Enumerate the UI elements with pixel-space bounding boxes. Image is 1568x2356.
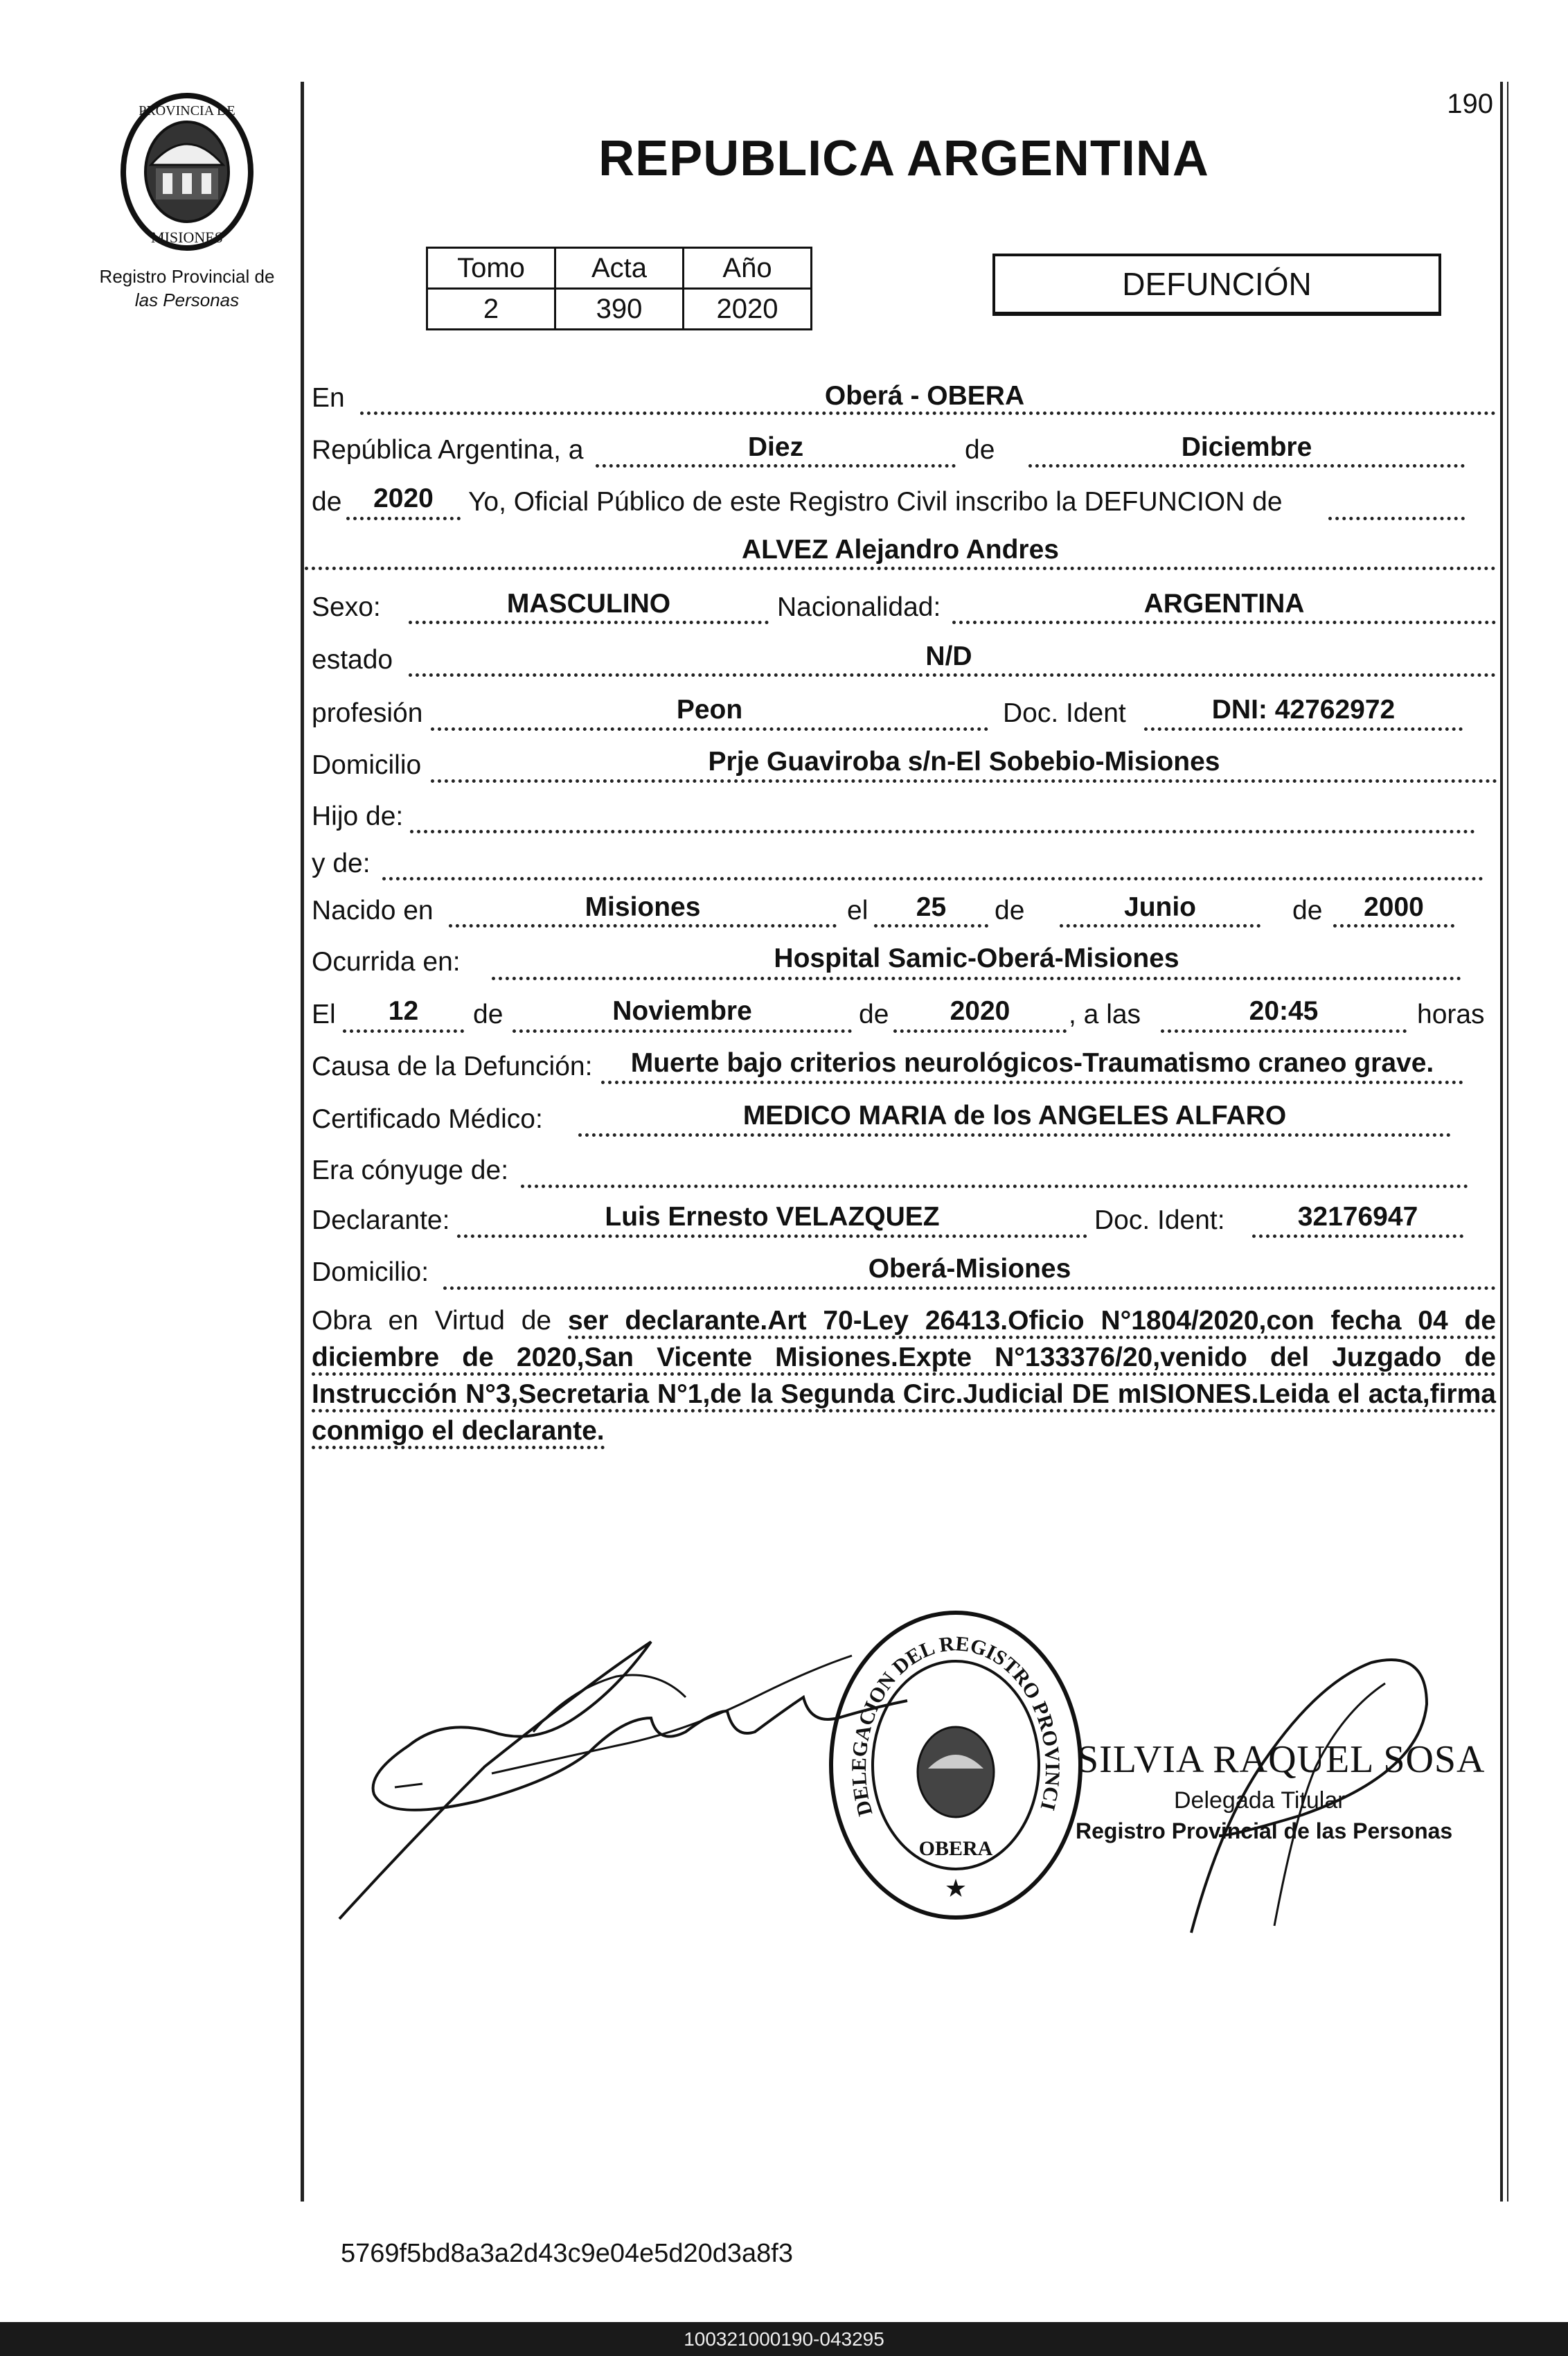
value-domicilio: Prje Guaviroba s/n-El Sobebio-Misiones: [708, 747, 1220, 777]
line-ocurrida-en: [492, 977, 1461, 980]
line-def-mes: [513, 1029, 852, 1033]
label-El: El: [312, 1000, 336, 1029]
delegate-role: Delegada Titular: [1174, 1787, 1346, 1814]
line-def-anio: [893, 1029, 1067, 1033]
label-causa: Causa de la Defunción:: [312, 1052, 593, 1081]
label-doc-ident: Doc. Ident: [1003, 698, 1126, 728]
value-dia: Diez: [747, 432, 804, 462]
line-nac-dia: [874, 924, 988, 928]
left-margin-line: [301, 82, 304, 2202]
line-nacionalidad: [952, 621, 1496, 624]
value-ocurrida-en: Hospital Samic-Oberá-Misiones: [774, 944, 1179, 973]
value-certificado: MEDICO MARIA de los ANGELES ALFARO: [742, 1101, 1287, 1131]
line-domicilio: [431, 779, 1497, 783]
line-sexo: [409, 621, 769, 624]
value-causa: Muerte bajo criterios neurológicos-Traumatismo craneo grave.: [630, 1048, 1434, 1078]
line-dia: [596, 464, 956, 468]
value-hora: 20:45: [1249, 996, 1319, 1026]
tomo-header: Tomo: [427, 248, 555, 289]
line-estado: [409, 673, 1496, 677]
line-causa: [601, 1081, 1463, 1084]
line-hijo-de: [410, 830, 1475, 833]
label-de-anio: de: [312, 487, 342, 517]
label-nacido-en: Nacido en: [312, 896, 434, 925]
value-declarante-doc: 32176947: [1297, 1202, 1418, 1232]
obra-prefix: Obra en Virtud de: [312, 1306, 552, 1336]
svg-text:DELEGACION DEL REGISTRO PROVIN: DELEGACION DEL REGISTRO PROVINCI: [847, 1632, 1064, 1818]
label-de-nac-mes: de: [995, 896, 1025, 925]
delegate-org: Registro Provincial de las Personas: [1076, 1818, 1453, 1843]
footer-id-bar: [0, 2322, 1568, 2356]
label-yo: Yo, Oficial Público de este Registro Civil inscribo la DEFUNCION de: [468, 487, 1283, 517]
tomo-value: 2: [427, 289, 555, 330]
page-number: 190: [1447, 89, 1493, 119]
label-de-def-mes: de: [473, 1000, 504, 1029]
line-anio: [346, 517, 461, 520]
value-nacionalidad: ARGENTINA: [1143, 589, 1305, 619]
label-hijo-de: Hijo de:: [312, 801, 404, 831]
delegate-name: SILVIA RAQUEL SOSA: [1077, 1738, 1486, 1781]
line-mes: [1028, 464, 1465, 468]
value-anio: 2020: [373, 484, 434, 513]
province-seal-logo: [118, 89, 256, 255]
label-a-las: , a las: [1069, 1000, 1141, 1029]
label-de-def-anio: de: [859, 1000, 889, 1029]
label-el: el: [847, 896, 868, 925]
line-conyuge: [521, 1185, 1468, 1188]
line-nacido-en: [449, 924, 837, 928]
obra-paragraph: [312, 1302, 1496, 1449]
logo-caption-line2: las Personas: [134, 290, 240, 310]
line-nac-mes: [1060, 924, 1260, 928]
value-declarante-domicilio: Oberá-Misiones: [868, 1254, 1071, 1284]
line-def-dia: [343, 1029, 464, 1033]
record-table: [426, 247, 812, 330]
label-doc-ident2: Doc. Ident:: [1094, 1205, 1225, 1235]
obra-text: ser declarante.Art 70-Ley 26413.Oficio N°1804/2020,con fecha 04 de diciembre de 2020,San Vicente Misiones.Expte N°133376/20,venido del Juzgado de Instrucción N°3,Secretaria N°1,de la Segunda Circ.Judicial DE mISIONES.Leida el acta,firma conmigo el declarante.: [312, 1306, 1496, 1449]
line-nac-anio: [1333, 924, 1454, 928]
label-de-mes: de: [965, 435, 995, 465]
value-estado: N/D: [925, 641, 972, 671]
svg-text:MISIONES: MISIONES: [151, 229, 223, 246]
value-declarante: Luis Ernesto VELAZQUEZ: [605, 1202, 940, 1232]
label-profesion: profesión: [312, 698, 423, 728]
value-def-dia: 12: [388, 996, 419, 1026]
svg-text:OBERA: OBERA: [918, 1837, 993, 1860]
logo-caption-line1: Registro Provincial de: [99, 266, 275, 287]
value-nac-dia: 25: [916, 892, 947, 922]
label-ocurrida-en: Ocurrida en:: [312, 947, 461, 977]
value-nac-mes: Junio: [1124, 892, 1196, 922]
line-dni: [1144, 727, 1463, 731]
label-nacionalidad: Nacionalidad:: [777, 592, 941, 622]
svg-text:PROVINCIA DE: PROVINCIA DE: [139, 103, 235, 118]
label-horas: horas: [1417, 1000, 1485, 1029]
line-profesion: [431, 727, 988, 731]
label-declarante: Declarante:: [312, 1205, 450, 1235]
line-hora: [1161, 1029, 1407, 1033]
line-certificado: [578, 1133, 1451, 1137]
right-margin-line: [1500, 82, 1503, 2202]
label-y-de: y de:: [312, 849, 371, 878]
label-republica: República Argentina, a: [312, 435, 584, 465]
value-lugar: Oberá - OBERA: [824, 381, 1025, 411]
document-type-box: DEFUNCIÓN: [992, 254, 1441, 316]
line-y-de: [382, 877, 1484, 880]
anio-header: Año: [684, 248, 812, 289]
line-declarante-domicilio: [443, 1286, 1496, 1290]
label-de-nac-anio: de: [1292, 896, 1323, 925]
line-declarante-doc: [1252, 1234, 1463, 1238]
value-nacido-en: Misiones: [585, 892, 701, 922]
acta-value: 390: [555, 289, 684, 330]
value-def-mes: Noviembre: [612, 996, 752, 1026]
anio-value: 2020: [684, 289, 812, 330]
value-nac-anio: 2000: [1364, 892, 1424, 922]
document-hash: 5769f5bd8a3a2d43c9e04e5d20d3a8f3: [341, 2239, 793, 2268]
line-lugar: [360, 411, 1496, 415]
value-sexo: MASCULINO: [506, 589, 671, 619]
page-title: REPUBLICA ARGENTINA: [598, 131, 1209, 186]
label-conyuge: Era cónyuge de:: [312, 1155, 509, 1185]
label-domicilio2: Domicilio:: [312, 1257, 429, 1287]
line-declarante: [457, 1234, 1087, 1238]
value-nombre: ALVEZ Alejandro Andres: [742, 535, 1059, 565]
value-profesion: Peon: [676, 695, 743, 725]
value-dni: DNI: 42762972: [1211, 695, 1396, 725]
logo-caption: [76, 265, 298, 312]
label-certificado: Certificado Médico:: [312, 1104, 543, 1134]
right-margin-line-outer: [1507, 82, 1508, 2202]
footer-id: 100321000190-043295: [684, 2328, 884, 2350]
label-sexo: Sexo:: [312, 592, 381, 622]
value-mes: Diciembre: [1181, 432, 1312, 462]
value-def-anio: 2020: [950, 996, 1010, 1026]
label-en: En: [312, 383, 345, 413]
line-yo: [1328, 517, 1465, 520]
label-domicilio: Domicilio: [312, 750, 422, 780]
line-nombre: [305, 567, 1496, 570]
acta-header: Acta: [555, 248, 684, 289]
svg-text:★: ★: [944, 1874, 968, 1902]
label-estado: estado: [312, 645, 393, 675]
official-stamp: [824, 1606, 1087, 1924]
